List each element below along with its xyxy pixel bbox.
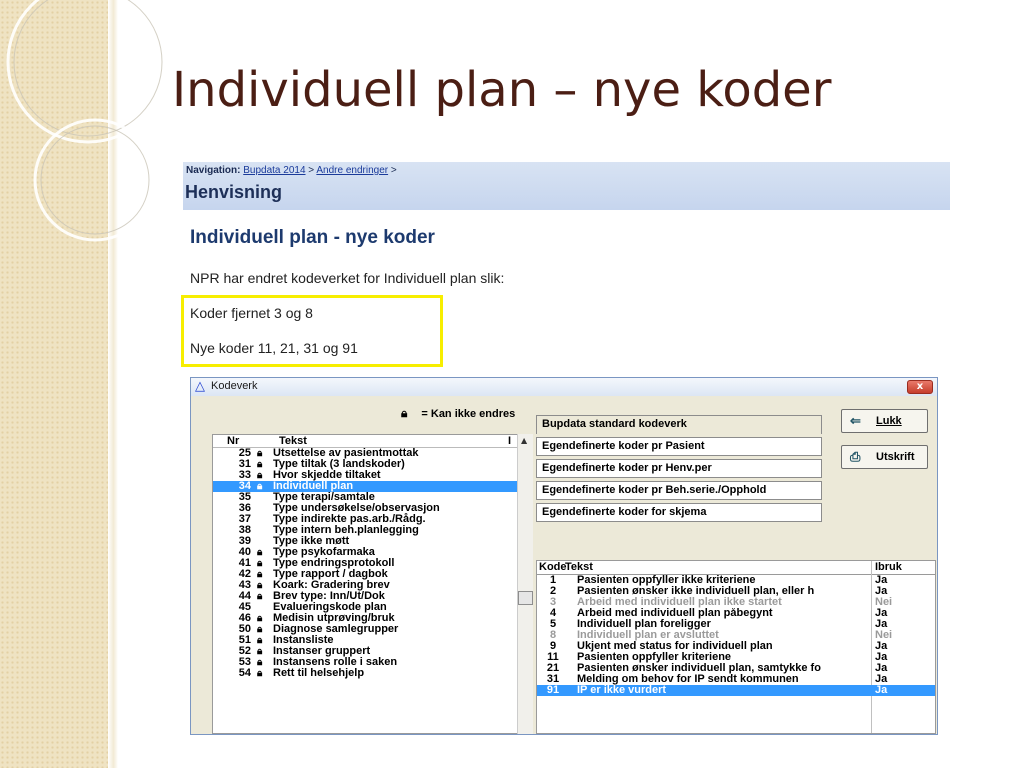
list-item-text: Individuell plan: [273, 480, 354, 492]
list-item-nr: 40: [238, 546, 251, 558]
table-cell-kode: 2: [549, 585, 557, 597]
table-cell-tekst: Pasienten ønsker individuell plan, samtykke fo: [577, 663, 821, 674]
lock-icon: 🔒︎: [257, 668, 263, 679]
page-heading: Individuell plan - nye koder: [190, 227, 435, 248]
table-cell-tekst: IP er ikke vurdert: [577, 685, 667, 696]
table-header: [537, 561, 935, 575]
table-cell-ibruk: Ja: [875, 651, 888, 663]
scroll-up-icon[interactable]: ▲: [521, 436, 528, 445]
lock-icon: 🔒︎: [257, 481, 263, 492]
list-header-nr: Nr: [227, 435, 240, 447]
tab-3[interactable]: Egendefinerte koder pr Beh.serie./Opphold: [536, 481, 822, 500]
table-cell-ibruk: Nei: [875, 596, 893, 608]
list-item-nr: 39: [238, 535, 251, 547]
list-item-nr: 52: [238, 645, 251, 657]
list-item-nr: 41: [238, 557, 251, 569]
list-item-text: Type terapi/samtale: [273, 491, 375, 503]
list-item-text: Koark: Gradering brev: [273, 579, 390, 591]
list-item-nr: 50: [238, 623, 251, 635]
table-cell-kode: 11: [547, 651, 559, 663]
navigation-bar: [183, 162, 950, 210]
list-item-text: Medisin utprøving/bruk: [273, 612, 395, 624]
table-cell-kode: 91: [546, 684, 560, 696]
lukk-button[interactable]: [841, 409, 928, 433]
table-cell-ibruk: Ja: [875, 662, 888, 674]
lock-icon: 🔒︎: [257, 635, 263, 646]
lock-icon: 🔒︎: [257, 547, 263, 558]
table-row[interactable]: [537, 685, 935, 696]
list-item-text: Type undersøkelse/observasjon: [273, 502, 440, 514]
lock-icon: 🔒︎: [401, 406, 408, 420]
table-cell-tekst: Pasienten oppfyller kriteriene: [577, 652, 732, 663]
table-header-tekst: Tekst: [565, 561, 593, 573]
list-item-nr: 45: [238, 601, 251, 613]
list-item-text: Instansens rolle i saken: [273, 656, 398, 668]
screenshot-panel: [183, 162, 950, 736]
tab-0[interactable]: Bupdata standard kodeverk: [536, 415, 822, 434]
decorative-circles: [0, 0, 200, 300]
list-item-text: Rett til helsehjelp: [273, 667, 365, 679]
breadcrumb: Navigation: Bupdata 2014 > Andre endringer >: [186, 165, 397, 176]
kodeverk-window: [190, 377, 938, 735]
list-item-text: Type ikke møtt: [273, 535, 350, 547]
list-item-nr: 35: [238, 491, 251, 503]
table-cell-tekst: Arbeid med individuell plan ikke startet: [577, 597, 782, 608]
list-item[interactable]: [213, 657, 517, 668]
table-cell-ibruk: Ja: [875, 673, 888, 685]
table-cell-tekst: Pasienten ønsker ikke individuell plan, eller h: [577, 586, 815, 597]
list-item-nr: 43: [238, 579, 251, 591]
exit-door-icon: ⇐: [850, 413, 861, 428]
removed-codes-text: Koder fjernet 3 og 8: [190, 305, 313, 321]
close-button[interactable]: x: [907, 380, 933, 394]
list-item[interactable]: [213, 470, 517, 481]
table-cell-ibruk: Ja: [875, 618, 888, 630]
table-cell-ibruk: Ja: [875, 585, 888, 597]
list-item-text: Instansliste: [273, 634, 334, 646]
lock-legend-text: = Kan ikke endres: [421, 408, 516, 420]
list-item-text: Utsettelse av pasientmottak: [273, 447, 419, 459]
lock-icon: 🔒︎: [257, 569, 263, 580]
breadcrumb-link-bupdata[interactable]: Bupdata 2014: [243, 165, 306, 176]
table-cell-ibruk: Nei: [875, 629, 893, 641]
list-item-text: Type rapport / dagbok: [273, 568, 388, 580]
table-header-ibruk: Ibruk: [875, 561, 902, 573]
list-item-nr: 42: [238, 568, 251, 580]
list-item-nr: 38: [238, 524, 251, 536]
section-title: Henvisning: [185, 182, 283, 202]
tab-1[interactable]: Egendefinerte koder pr Pasient: [536, 437, 822, 456]
list-item-nr: 54: [238, 667, 251, 679]
list-item-nr: 31: [238, 458, 251, 470]
lock-icon: 🔒︎: [257, 613, 263, 624]
list-item-nr: 33: [238, 469, 251, 481]
lock-icon: 🔒︎: [257, 558, 263, 569]
window-titlebar: [191, 378, 937, 396]
lock-icon: 🔒︎: [257, 646, 263, 657]
lock-icon: 🔒︎: [257, 657, 263, 668]
list-item-text: Type tiltak (3 landskoder): [273, 458, 405, 470]
scroll-thumb[interactable]: [518, 591, 533, 605]
list-item-text: Type endringsprotokoll: [273, 557, 395, 569]
lock-icon: 🔒︎: [257, 470, 263, 481]
list-item-nr: 44: [238, 590, 251, 602]
lock-icon: 🔒︎: [257, 448, 263, 459]
list-item-text: Instanser gruppert: [273, 645, 371, 657]
lock-icon: 🔒︎: [257, 624, 263, 635]
breadcrumb-label: Navigation:: [186, 165, 241, 176]
tab-4[interactable]: Egendefinerte koder for skjema: [536, 503, 822, 522]
table-cell-kode: 21: [546, 662, 560, 674]
table-cell-kode: 31: [546, 673, 560, 685]
slide-title: Individuell plan – nye koder: [172, 62, 832, 118]
list-item-text: Diagnose samlegrupper: [273, 623, 399, 635]
list-header-tekst: Tekst: [279, 435, 307, 447]
table-cell-tekst: Ukjent med status for individuell plan: [577, 641, 773, 652]
table-cell-ibruk: Ja: [875, 640, 888, 652]
codes-table[interactable]: [536, 560, 936, 734]
table-cell-tekst: Individuell plan er avsluttet: [577, 630, 719, 641]
list-item-nr: 36: [238, 502, 251, 514]
breadcrumb-link-andre-endringer[interactable]: Andre endringer: [316, 165, 389, 176]
table-cell-kode: 3: [549, 596, 557, 608]
list-item[interactable]: [213, 668, 517, 679]
table-cell-tekst: Pasienten oppfyller ikke kriteriene: [577, 575, 756, 586]
kodeverk-list[interactable]: [212, 434, 518, 734]
list-item-nr: 37: [238, 513, 251, 525]
list-item-text: Type psykofarmaka: [273, 546, 375, 558]
utskrift-button[interactable]: [841, 445, 928, 469]
utskrift-button-label: Utskrift: [876, 451, 915, 463]
list-item[interactable]: [213, 525, 517, 536]
tab-2[interactable]: Egendefinerte koder pr Henv.per: [536, 459, 822, 478]
list-item-text: Brev type: Inn/Ut/Dok: [273, 590, 385, 602]
warning-triangle-icon: △: [195, 379, 205, 394]
table-cell-tekst: Arbeid med individuell plan påbegynt: [577, 608, 773, 619]
table-cell-ibruk: Ja: [875, 607, 888, 619]
list-item-nr: 34: [238, 480, 251, 492]
table-cell-ibruk: Ja: [875, 574, 888, 586]
lukk-button-label: Lukk: [876, 415, 902, 427]
window-title: Kodeverk: [211, 380, 258, 392]
list-item-text: Type intern beh.planlegging: [273, 524, 419, 536]
list-scrollbar[interactable]: [517, 434, 533, 734]
lock-icon: 🔒︎: [257, 591, 263, 602]
list-item-nr: 46: [238, 612, 251, 624]
list-item[interactable]: [213, 624, 517, 635]
lock-legend: [401, 406, 515, 421]
list-item-nr: 51: [238, 634, 251, 646]
intro-text: NPR har endret kodeverket for Individuell plan slik:: [190, 270, 505, 286]
lock-icon: 🔒︎: [257, 459, 263, 470]
table-cell-kode: 8: [549, 629, 557, 641]
table-cell-kode: 1: [549, 574, 557, 586]
table-cell-tekst: Individuell plan foreligger: [577, 619, 711, 630]
list-header-extra: I: [508, 435, 512, 447]
table-header-kode: Kode: [539, 561, 567, 573]
table-cell-ibruk: Ja: [875, 684, 888, 696]
list-item-text: Type indirekte pas.arb./Rådg.: [273, 513, 426, 525]
lock-icon: 🔒︎: [257, 580, 263, 591]
table-cell-kode: 4: [549, 607, 557, 619]
table-cell-kode: 9: [549, 640, 557, 652]
list-item-nr: 53: [238, 656, 251, 668]
table-cell-kode: 5: [549, 618, 557, 630]
table-cell-tekst: Melding om behov for IP sendt kommunen: [577, 674, 799, 685]
printer-icon: ⎙: [850, 449, 861, 464]
list-item-text: Hvor skjedde tiltaket: [273, 469, 381, 481]
new-codes-text: Nye koder 11, 21, 31 og 91: [190, 340, 358, 356]
list-item-text: Evalueringskode plan: [273, 601, 387, 613]
list-item-nr: 25: [238, 447, 251, 459]
